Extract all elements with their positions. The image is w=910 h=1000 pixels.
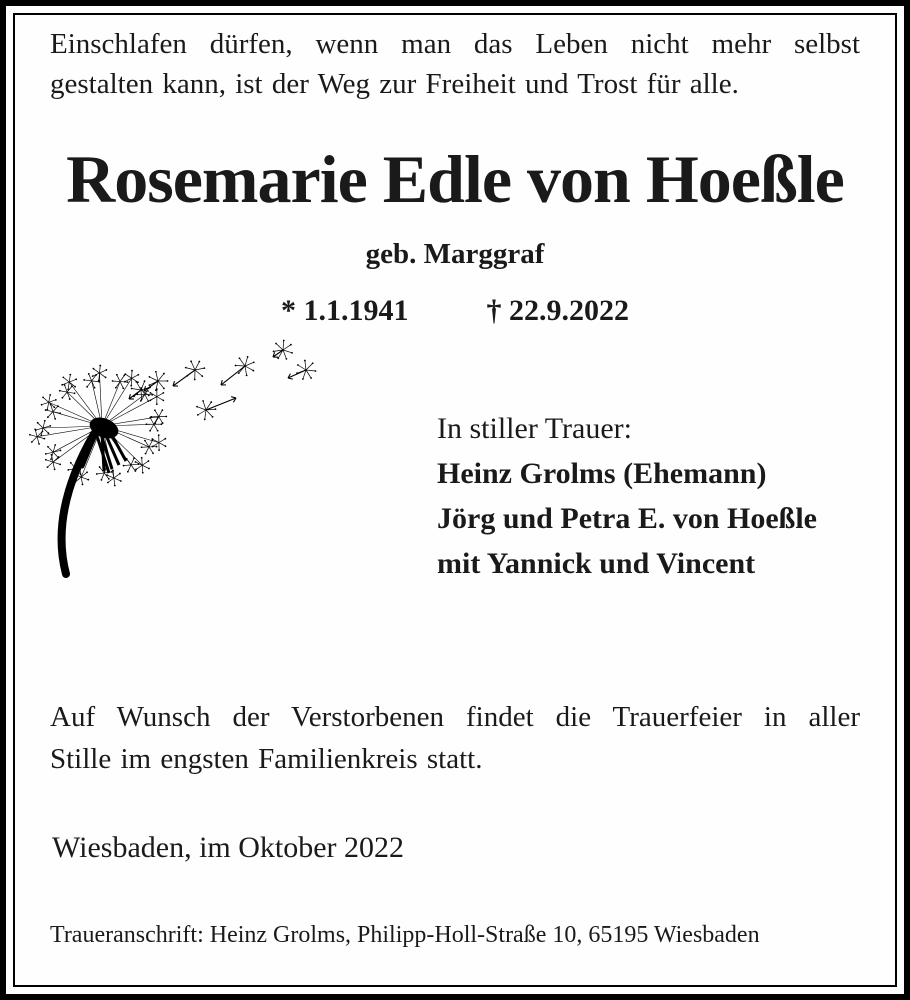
death-date: † 22.9.2022 (486, 294, 629, 327)
place-dateline: Wiesbaden, im Oktober 2022 (52, 831, 405, 864)
birth-date: * 1.1.1941 (281, 294, 409, 327)
mourners-intro: In stiller Trauer: (437, 412, 632, 445)
deceased-name: Rosemarie Edle von Hoeßle (66, 141, 844, 217)
announcement-line-1: Auf Wunsch der Verstorbenen findet die Trauerfeier in aller (50, 701, 860, 733)
epigraph-line-1: Einschlafen dürfen, wenn man das Leben nicht mehr selbst (50, 28, 860, 60)
mourning-address: Traueranschrift: Heinz Grolms, Philipp-Holl-Straße 10, 65195 Wiesbaden (50, 922, 760, 948)
epigraph (50, 24, 860, 104)
mourner-line: Heinz Grolms (Ehemann) (437, 457, 767, 490)
maiden-name: geb. Marggraf (365, 238, 545, 270)
announcement-line-2: Stille im engsten Familienkreis statt. (50, 743, 483, 775)
funeral-announcement (50, 696, 860, 780)
dandelion-illustration (26, 334, 336, 582)
epigraph-line-2: gestalten kann, ist der Weg zur Freiheit und Trost für alle. (50, 68, 739, 100)
life-dates (0, 294, 910, 328)
mourners-block (437, 406, 817, 586)
mourner-line: Jörg und Petra E. von Hoeßle (437, 502, 817, 535)
mourner-line: mit Yannick und Vincent (437, 547, 756, 580)
